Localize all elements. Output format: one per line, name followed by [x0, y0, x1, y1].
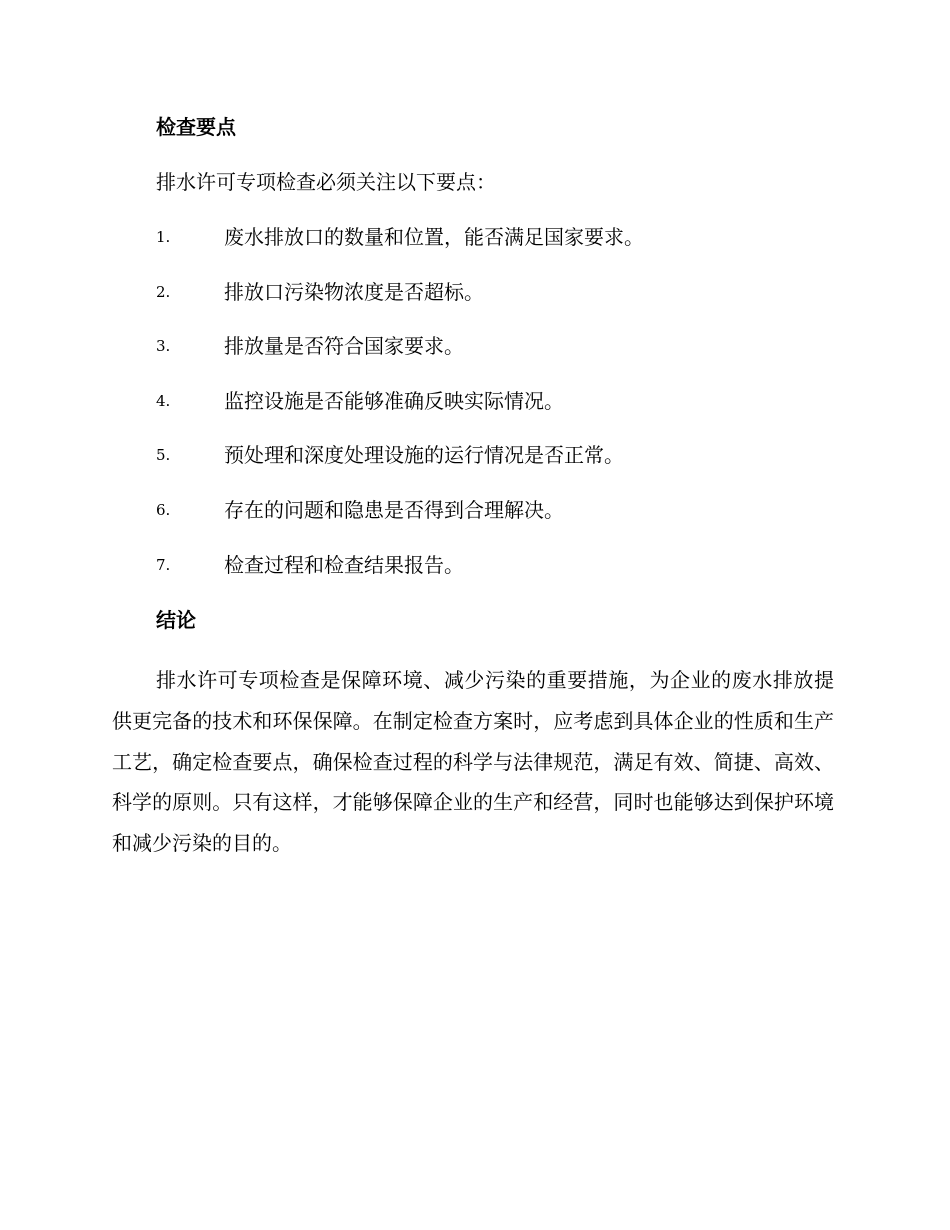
list-item-number: 1.	[156, 228, 171, 246]
list-item	[156, 278, 836, 333]
key-points-list	[156, 223, 836, 605]
list-item	[156, 496, 836, 551]
list-item-number: 5.	[156, 446, 171, 465]
list-item	[156, 223, 836, 278]
list-item-text: 排放口污染物浓度是否超标。	[224, 279, 484, 304]
intro-paragraph: 排水许可专项检查必须关注以下要点：	[156, 170, 496, 194]
list-item-number: 6.	[156, 500, 171, 519]
list-item-number: 3.	[156, 337, 171, 356]
list-item	[156, 387, 836, 442]
list-item-text: 预处理和深度处理设施的运行情况是否正常。	[224, 443, 624, 468]
conclusion-paragraph: 排水许可专项检查是保障环境、减少污染的重要措施，为企业的废水排放提供更完备的技术和环保保障。在制定检查方案时，应考虑到具体企业的性质和生产工艺，确定检查要点，确保检查过程的科学与法律规范，满足有效、简捷、高效、科学的原则。只有这样，才能够保障企业的生产和经营，同时也能够达到保护环境和减少污染的目的。	[112, 668, 834, 856]
list-item-number: 7.	[156, 555, 171, 574]
list-item-text: 废水排放口的数量和位置，能否满足国家要求。	[224, 225, 644, 249]
list-item-text: 检查过程和检查结果报告。	[224, 552, 464, 577]
list-item	[156, 332, 836, 387]
list-item-number: 4.	[156, 391, 171, 410]
list-item-number: 2.	[156, 282, 171, 301]
list-item-text: 排放量是否符合国家要求。	[224, 334, 464, 359]
list-item	[156, 441, 836, 496]
list-item	[156, 551, 836, 606]
section-heading-conclusion: 结论	[156, 608, 196, 632]
list-item-text: 监控设施是否能够准确反映实际情况。	[224, 388, 564, 413]
list-item-text: 存在的问题和隐患是否得到合理解决。	[224, 497, 564, 522]
section-heading-key-points: 检查要点	[156, 115, 236, 139]
